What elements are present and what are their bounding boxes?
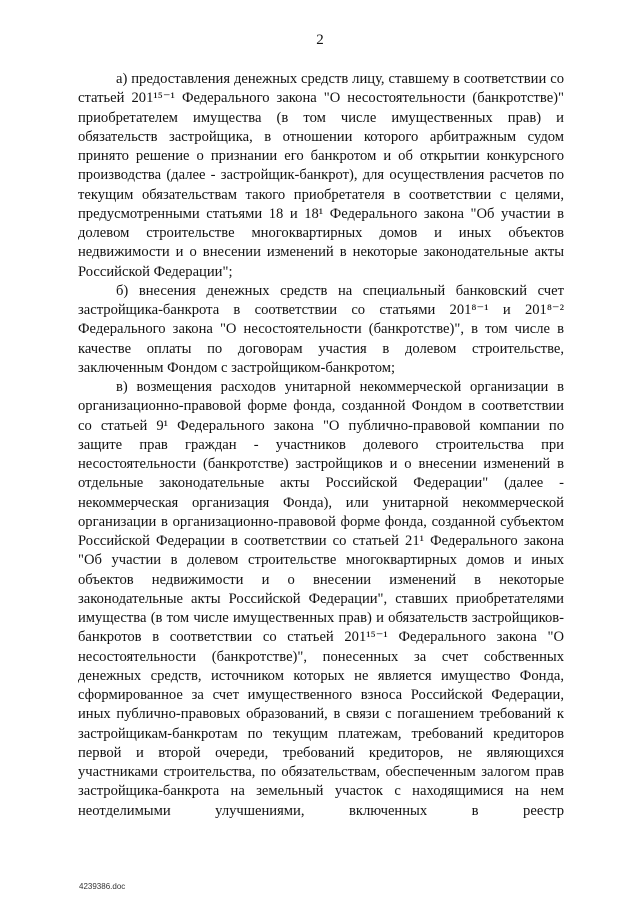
page-number: 2 [316, 32, 324, 48]
document-body [78, 70, 564, 821]
paragraph-b: б) внесения денежных средств на специальный банковский счет застройщика-банкрота в соответствии со статьями 201⁸⁻¹ и 201⁸⁻² Федерального закона "О несостоятельности (банкротстве)", в том числе в качестве оплаты по договорам участия в долевом строительстве, заключенным Фондом с застройщиком-банкротом; [78, 282, 564, 376]
paragraph-a: а) предоставления денежных средств лицу, ставшему в соответствии со статьей 201¹⁵⁻¹ Федерального закона "О несостоятельности (банкротстве)" приобретателем имущества (в том числе имущественных прав) и обязательств застройщика, в отношении которого арбитражным судом принято решение о признании его банкротом и об открытии конкурсного производства (далее - застройщик-банкрот), для осуществления расчетов по текущим обязательствам такого приобретателя в соответствии с целями, предусмотренными статьями 18 и 18¹ Федерального закона "Об участии в долевом строительстве многоквартирных домов и иных объектов недвижимости и о внесении изменений в некоторые законодательные акты Российской Федерации"; [78, 71, 564, 280]
document-file-code: 4239386.doc [79, 882, 126, 891]
paragraph-v: в) возмещения расходов унитарной некоммерческой организации в организационно-правовой форме фонда, созданной Фондом в соответствии со статьей 9¹ Федерального закона "О публично-правовой компании по защите прав граждан - участников долевого строительства при несостоятельности (банкротстве) застройщиков и о внесении изменений в отдельные законодательные акты Российской Федерации" (далее - некоммерческая организация Фонда), или унитарной некоммерческой организации в организационно-правовой форме фонда, созданной субъектом Российской Федерации в соответствии со статьей 21¹ Федерального закона "Об участии в долевом строительстве многоквартирных домов и иных объектов недвижимости и о внесении изменений в некоторые законодательные акты Российской Федерации", ставших приобретателями имущества (в том числе имущественных прав) и обязательств застройщиков-банкротов в соответствии со статьей 201¹⁵⁻¹ Федерального закона "О несостоятельности (банкротстве)", понесенных за счет собственных денежных средств, источником которых не является имущество Фонда, сформированное за счет имущественного взноса Российской Федерации, иных публично-правовых образований, в связи с погашением требований к застройщикам-банкротам по текущим платежам, требований кредиторов первой и второй очереди, требований кредиторов, не являющихся участниками строительства, по обязательствам, обеспеченным залогом прав застройщика-банкрота на земельный участок с находящимися на нем неотделимыми улучшениями, включенных в реестр [78, 379, 564, 819]
